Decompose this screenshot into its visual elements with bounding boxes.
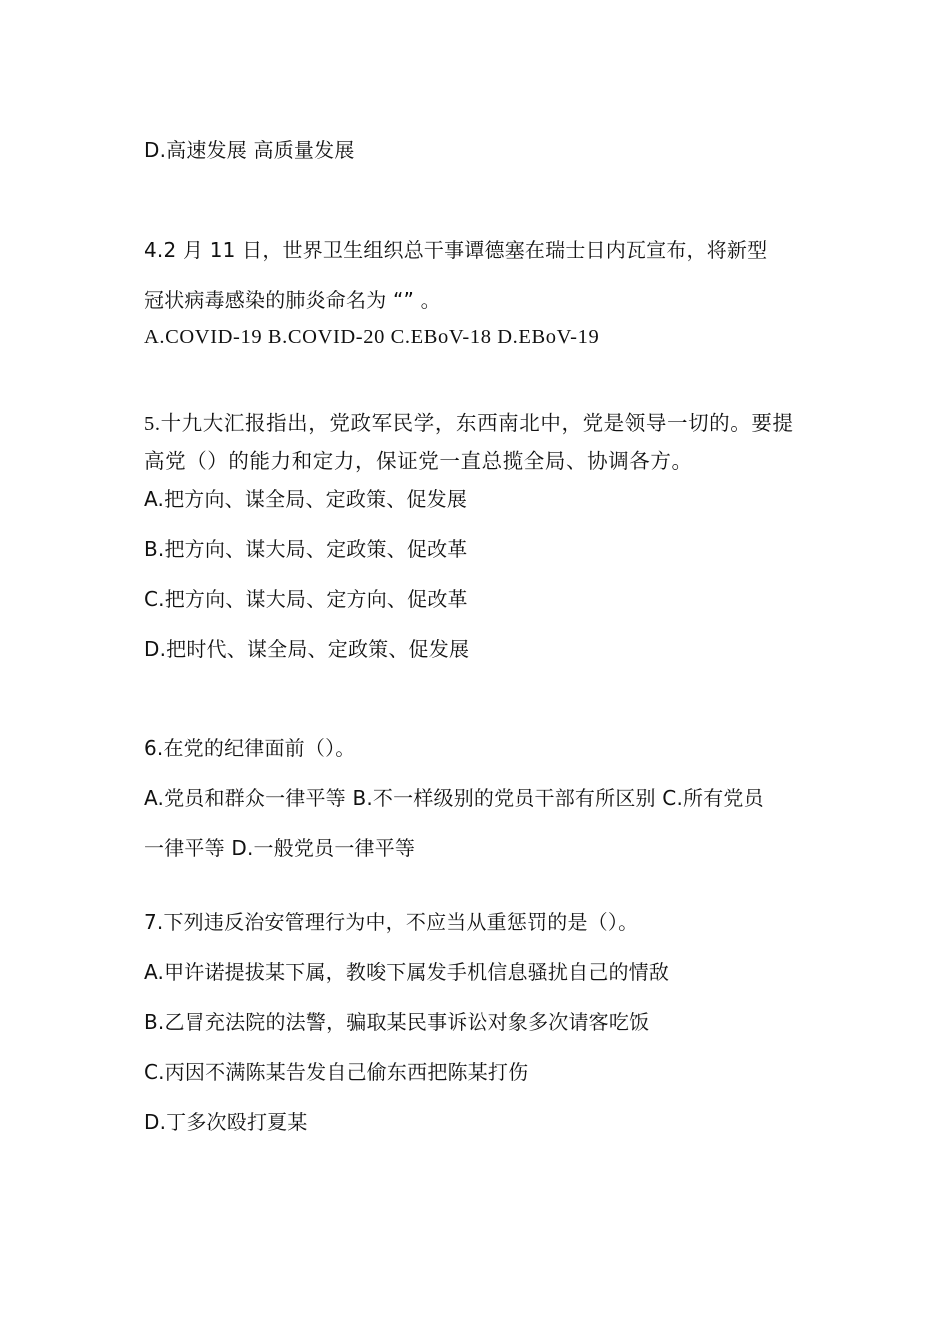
q5-option-b: B.把方向、谋大局、定政策、促改革 — [144, 537, 468, 561]
q3-option-d: D.高速发展 高质量发展 — [144, 138, 355, 162]
q7-stem: 7.下列违反治安管理行为中，不应当从重惩罚的是（）。 — [144, 910, 639, 934]
q5-option-d: D.把时代、谋全局、定政策、促发展 — [144, 637, 470, 661]
q5-stem-line-2: 高党（）的能力和定力，保证党一直总揽全局、协调各方。 — [144, 451, 693, 473]
q7-option-a: A.甲许诺提拔某下属，教唆下属发手机信息骚扰自己的情敌 — [144, 960, 670, 984]
q7-option-b: B.乙冒充法院的法警，骗取某民事诉讼对象多次请客吃饭 — [144, 1010, 650, 1034]
q7-option-c: C.丙因不满陈某告发自己偷东西把陈某打伤 — [144, 1060, 529, 1084]
q6-stem: 6.在党的纪律面前（）。 — [144, 736, 356, 760]
q4-stem-line-2: 冠状病毒感染的肺炎命名为 “” 。 — [144, 288, 441, 312]
q5-option-c: C.把方向、谋大局、定方向、促改革 — [144, 587, 468, 611]
q7-option-d: D.丁多次殴打夏某 — [144, 1110, 308, 1134]
q5-option-a: A.把方向、谋全局、定政策、促发展 — [144, 487, 468, 511]
q5-stem-line-1: 5.十九大汇报指出，党政军民学，东西南北中，党是领导一切的。要提 — [144, 413, 794, 435]
q4-stem-line-1: 4.2 月 11 日，世界卫生组织总干事谭德塞在瑞士日内瓦宣布，将新型 — [144, 238, 768, 262]
q6-options-line-2: 一律平等 D.一般党员一律平等 — [144, 836, 416, 860]
q6-options-line-1: A.党员和群众一律平等 B.不一样级别的党员干部有所区别 C.所有党员 — [144, 786, 764, 810]
q4-options: A.COVID-19 B.COVID-20 C.EBoV-18 D.EBoV-19 — [144, 326, 600, 348]
